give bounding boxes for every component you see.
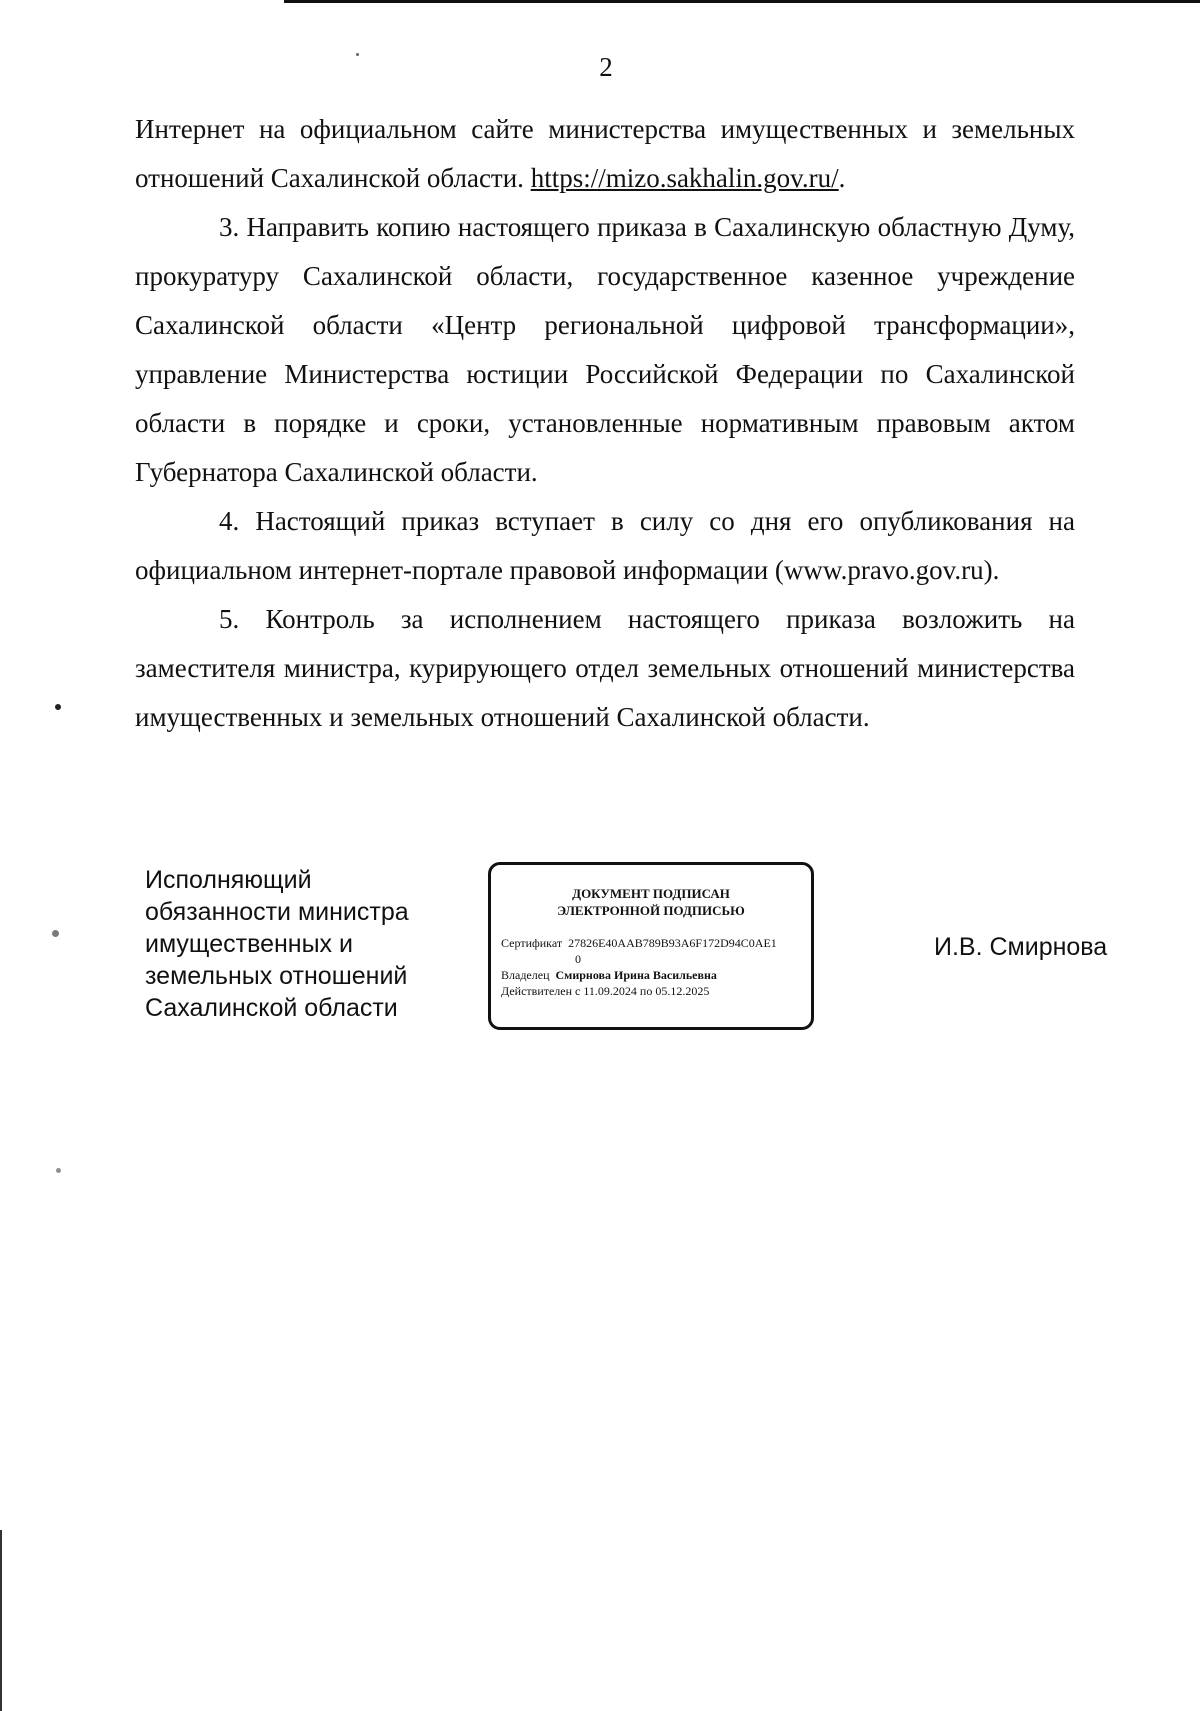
document-body xyxy=(135,105,1075,742)
electronic-signature-stamp xyxy=(488,862,814,1030)
paragraph-continuation-tail: . xyxy=(838,163,846,193)
signer-position-line: имущественных и xyxy=(145,930,353,958)
scan-speck xyxy=(56,1168,61,1173)
signer-position-line: обязанности министра xyxy=(145,898,409,926)
paragraph-4: 4. Настоящий приказ вступает в силу со дня его опубликования на официальном интернет-портале правовой информации (www.pravo.gov.ru). xyxy=(135,506,1075,585)
left-edge-rule xyxy=(0,1530,2,1711)
paragraph-continuation xyxy=(135,105,1075,203)
signer-position-line: Сахалинской области xyxy=(145,994,398,1022)
paragraph-3: 3. Направить копию настоящего приказа в Сахалинскую областную Думу, прокуратуру Сахалинской области, государственное казенное учреждение Сахалинской области «Центр региональной цифровой трансформации», управление Министерства юстиции Российской Федерации по Сахалинской области в порядке и сроки, установленные нормативным правовым актом Губернатора Сахалинской области. xyxy=(135,212,1075,487)
signer-name: И.В. Смирнова xyxy=(934,933,1108,961)
stamp-heading-line: ЭЛЕКТРОННОЙ ПОДПИСЬЮ xyxy=(557,903,745,918)
stamp-certificate-continuation: 0 xyxy=(575,952,581,966)
scan-speck xyxy=(356,53,359,56)
stamp-owner-label: Владелец xyxy=(501,968,550,982)
signer-position-line: Исполняющий xyxy=(145,866,312,894)
stamp-owner-row xyxy=(501,967,801,983)
page-number: 2 xyxy=(599,52,613,82)
stamp-certificate-row xyxy=(501,935,801,951)
signer-position xyxy=(145,864,445,1024)
scan-speck xyxy=(52,930,59,937)
ministry-website-link[interactable]: https://mizo.sakhalin.gov.ru/ xyxy=(530,163,839,193)
signer-position-line: земельных отношений xyxy=(145,962,408,990)
stamp-heading-line: ДОКУМЕНТ ПОДПИСАН xyxy=(572,886,730,901)
paragraph-continuation-text: Интернет на официальном сайте министерства имущественных и земельных отношений Сахалинской области. xyxy=(135,114,1075,193)
top-edge-rule xyxy=(284,0,1200,3)
paragraph-5: 5. Контроль за исполнением настоящего приказа возложить на заместителя министра, курирующего отдел земельных отношений министерства имущественных и земельных отношений Сахалинской области. xyxy=(135,604,1075,732)
stamp-certificate-label: Сертификат xyxy=(501,936,563,950)
scan-speck xyxy=(55,704,61,710)
stamp-owner-value: Смирнова Ирина Васильевна xyxy=(555,968,717,982)
stamp-certificate-value: 27826E40AAB789B93A6F172D94C0AE1 xyxy=(568,936,777,950)
stamp-validity-row: Действителен с 11.09.2024 по 05.12.2025 xyxy=(501,984,710,998)
